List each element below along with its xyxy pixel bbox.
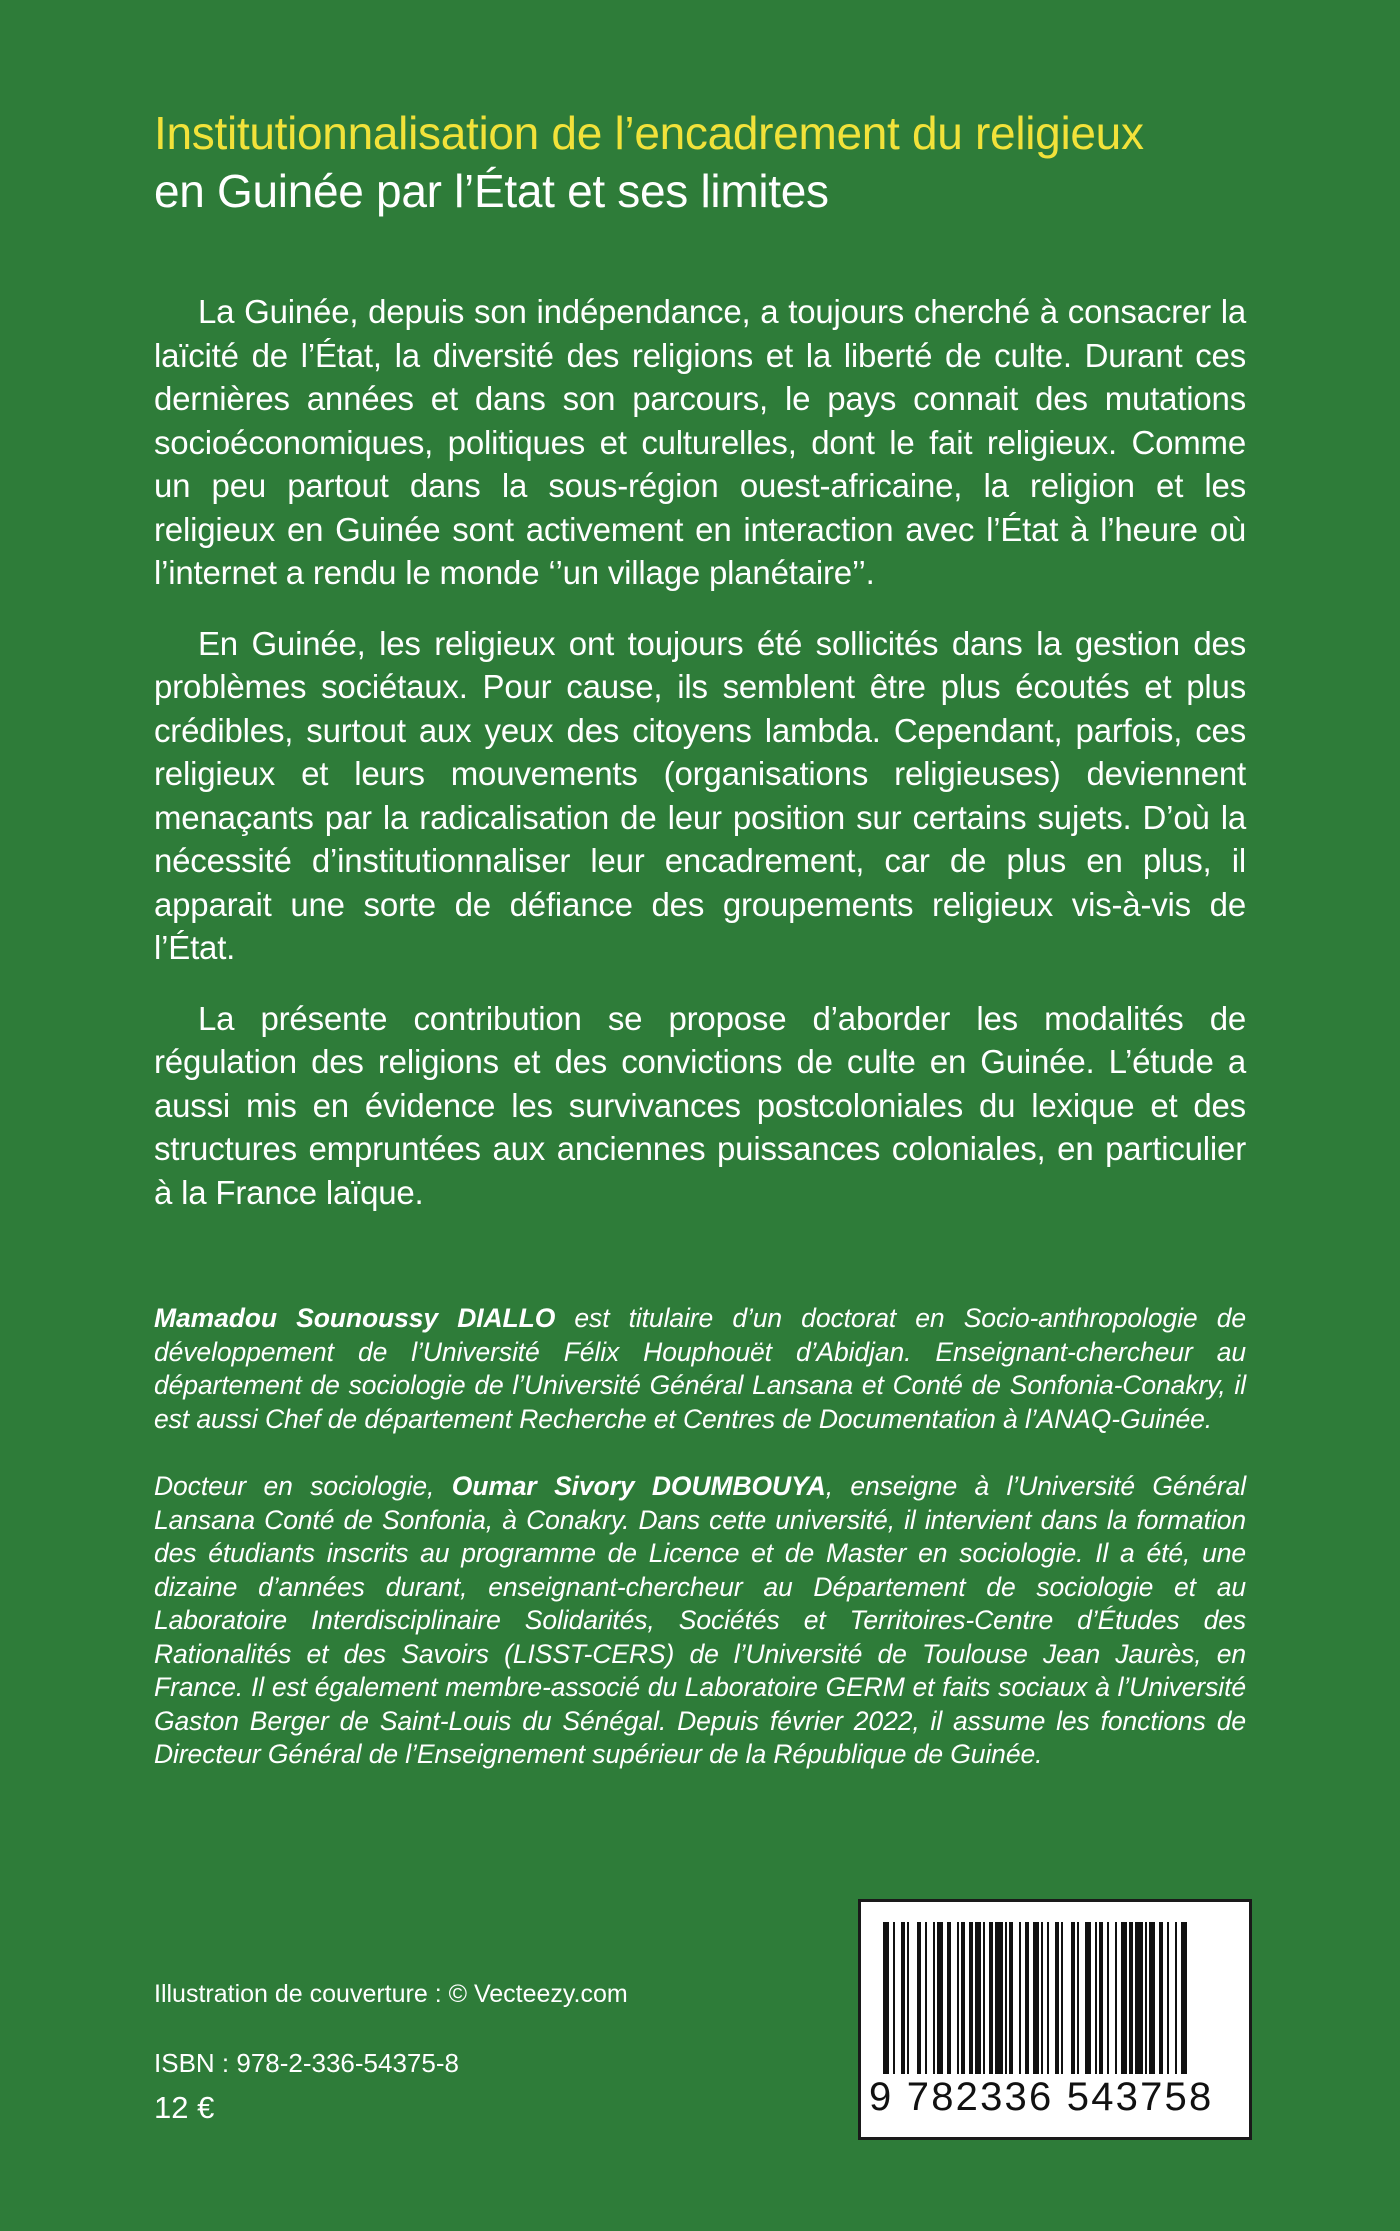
author-bio-1 (154, 1302, 1246, 1436)
author-bio-2 (154, 1470, 1246, 1772)
barcode-bar (937, 1922, 943, 2074)
barcode-bars (883, 1922, 1227, 2074)
isbn: ISBN : 978-2-336-54375-8 (154, 2048, 459, 2078)
barcode-bar (947, 1922, 951, 2074)
barcode-bar (1149, 1922, 1155, 2074)
title-line-1: Institutionnalisation de l’encadrement du religieux (154, 107, 1144, 159)
barcode-bar (1175, 1922, 1177, 2074)
barcode-bar (933, 1922, 935, 2074)
summary-paragraph-1: La Guinée, depuis son indépendance, a toujours cherché à consacrer la laïcité de l’État, la diversité des religions et la liberté de culte. Durant ces dernières années et dans son parcours, le pays connait des mutations socioéconomiques, politiques et culturelles, dont le fait religieux. Comme un peu partout dans la sous-région ouest-africaine, la religion et les religieux en Guinée sont activement en interaction avec l’État à l’heure où l’internet a rendu le monde ‘’un village planétaire’’. (154, 293, 1246, 591)
author-2-text: , enseigne à l’Université Général Lansana Conté de Sonfonia, à Conakry. Dans cette université, il intervient dans la formation des étudiants inscrits au programme de Licence et de Master en sociologie. Il a été, une dizaine d’années durant, enseignant-chercheur au Département de sociologie et au Laboratoire Interdisciplinaire Solidarités, Sociétés et Territoires-Centre d’Études des Rationalités et des Savoirs (LISST-CERS) de l’Université de Toulouse Jean Jaurès, en France. Il est également membre-associé du Laboratoire GERM et faits sociaux à l’Université Gaston Berger de Saint-Louis du Sénégal. Depuis février 2022, il assume les fonctions de Directeur Général de l’Enseignement supérieur de la République de Guinée. (154, 1471, 1246, 1769)
barcode-bar (907, 1922, 909, 2074)
barcode-bar (1071, 1922, 1075, 2074)
barcode-bar (1033, 1922, 1039, 2074)
barcode-bar (1019, 1922, 1021, 2074)
barcode-bar (883, 1922, 889, 2074)
barcode-bar (1005, 1922, 1007, 2074)
barcode-bar (1055, 1922, 1059, 2074)
barcode-bar (1181, 1922, 1187, 2074)
barcode-bar (983, 1922, 985, 2074)
barcode (858, 1899, 1252, 2140)
barcode-bar (1107, 1922, 1109, 2074)
barcode-bar (917, 1922, 921, 2074)
barcode-bar (893, 1922, 895, 2074)
barcode-bar (1061, 1922, 1063, 2074)
barcode-bar (1121, 1922, 1127, 2074)
barcode-bar (1099, 1922, 1103, 2074)
barcode-bar (1085, 1922, 1091, 2074)
illustration-credit: Illustration de couverture : © Vecteezy.com (154, 1980, 628, 2008)
barcode-bar (995, 1922, 1003, 2074)
barcode-bar (1041, 1922, 1043, 2074)
author-bios (154, 1302, 1246, 1806)
barcode-bar (957, 1922, 959, 2074)
title-line-2: en Guinée par l’État et ses limites (154, 165, 829, 217)
barcode-bar (969, 1922, 973, 2074)
barcode-bar (1159, 1922, 1163, 2074)
barcode-bar (925, 1922, 927, 2074)
barcode-bar (1095, 1922, 1097, 2074)
barcode-bar (975, 1922, 981, 2074)
barcode-bar (1145, 1922, 1147, 2074)
barcode-digits: 9 782336 543758 (869, 2075, 1214, 2119)
barcode-bar (1009, 1922, 1013, 2074)
author-2-name: Oumar Sivory DOUMBOUYA (451, 1471, 826, 1501)
summary-paragraph-3: La présente contribution se propose d’aborder les modalités de régulation des religions et des convictions de culte en Guinée. L’étude a aussi mis en évidence les survivances postcoloniales du lexique et des structures empruntées aux anciennes puissances coloniales, en particulier à la France laïque. (154, 999, 1246, 1211)
price: 12 € (154, 2090, 215, 2125)
author-2-prefix: Docteur en sociologie, (154, 1471, 452, 1501)
barcode-bar (1047, 1922, 1049, 2074)
summary (154, 290, 1246, 1241)
barcode-bar (1129, 1922, 1133, 2074)
barcode-bar (1115, 1922, 1117, 2074)
author-1-text: est titulaire d’un doctorat en Socio-anthropologie de développement de l’Université Félix Houphouët d’Abidjan. Enseignant-chercheur au département de sociologie de l’Université Général Lansana et Conté de Sonfonia-Conakry, il est aussi Chef de département Recherche et Centres de Documentation à l’ANAQ-Guinée. (154, 1303, 1246, 1434)
summary-paragraph-2: En Guinée, les religieux ont toujours été sollicités dans la gestion des problèmes sociétaux. Pour cause, ils semblent être plus écoutés et plus crédibles, surtout aux yeux des citoyens lambda. Cependant, parfois, ces religieux et leurs mouvements (organisations religieuses) deviennent menaçants par la radicalisation de leur position sur certains sujets. D’où la nécessité d’institutionnaliser leur encadrement, car de plus en plus, il apparait une sorte de défiance des groupements religieux vis-à-vis de l’État. (154, 624, 1246, 966)
barcode-bar (1167, 1922, 1169, 2074)
barcode-bar (1135, 1922, 1143, 2074)
author-1-name: Mamadou Sounoussy DIALLO (154, 1303, 556, 1333)
barcode-bar (1025, 1922, 1029, 2074)
barcode-bar (961, 1922, 965, 2074)
title-block (154, 104, 1254, 220)
barcode-bar (901, 1922, 905, 2074)
barcode-bar (989, 1922, 993, 2074)
barcode-bar (1077, 1922, 1079, 2074)
